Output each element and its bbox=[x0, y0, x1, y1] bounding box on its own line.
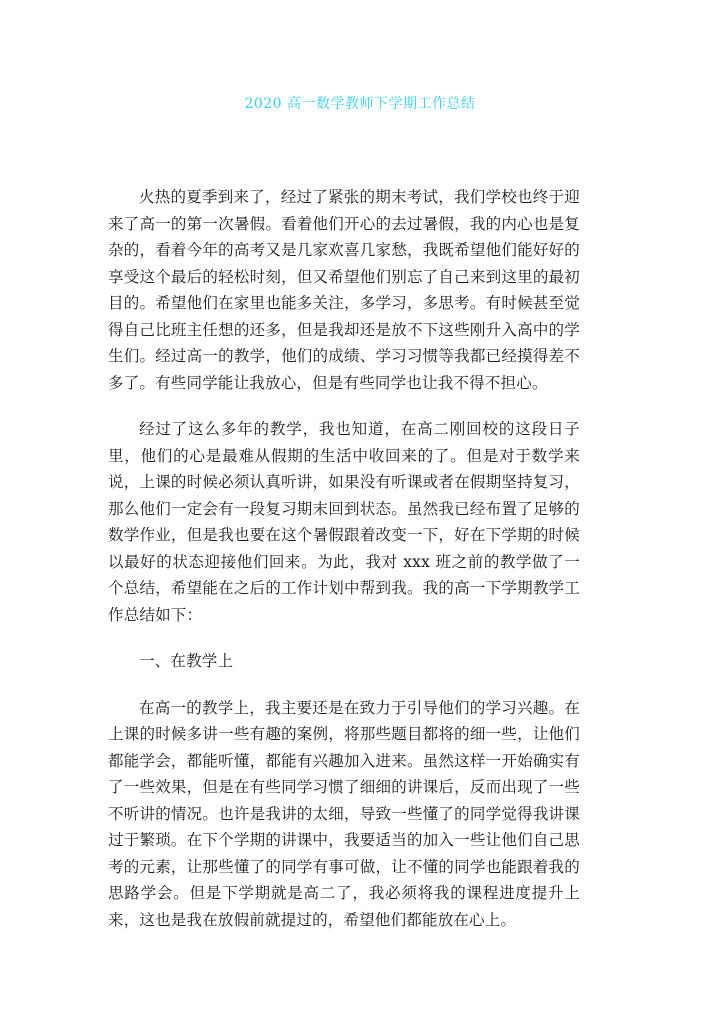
paragraph-1: 火热的夏季到来了，经过了紧张的期末考试，我们学校也终于迎来了高一的第一次暑假。看着他们开心的去过暑假，我的内心也是复杂的，看着今年的高考又是几家欢喜几家愁，我既希望他们能好好的享受这个最后的轻松时刻，但又希望他们别忘了自己来到这里的最初目的。希望他们在家里也能多关注，多学习，多思考。有时候甚至觉得自己比班主任想的还多，但是我却还是放不下这些刚升入高中的学生们。经过高一的教学，他们的成绩、学习习惯等我都已经摸得差不多了。有些同学能让我放心，但是有些同学也让我不得不担心。 bbox=[108, 188, 580, 392]
paragraph-3: 在高一的教学上，我主要还是在致力于引导他们的学习兴趣。在上课的时候多讲一些有趣的案例，将那些题目都将的细一些，让他们都能学会，都能听懂，都能有兴趣加入进来。虽然这样一开始确实有了一些效果，但是在有些同学习惯了细细的讲课后，反而出现了一些不听讲的情况。也许是我讲的太细，导致一些懂了的同学觉得我讲课过于繁琐。在下个学期的讲课中，我要适当的加入一些让他们自己思考的元素，让那些懂了的同学有事可做，让不懂的同学也能跟着我的思路学会。但是下学期就是高二了，我必须将我的课程进度提升上来，这也是我在放假前就提过的，希望他们都能放在心上。 bbox=[108, 698, 580, 929]
document-title: 2020 高一数学教师下学期工作总结 bbox=[244, 96, 476, 112]
section-heading: 一、在教学上 bbox=[139, 652, 234, 670]
paragraph-2: 经过了这么多年的教学，我也知道，在高二刚回校的这段日子里，他们的心是最难从假期的生活中收回来的了。但是对于数学来说，上课的时候必须认真听讲，如果没有听课或者在假期坚持复习，那么他们一定会有一段复习期末回到状态。虽然我已经布置了足够的数学作业，但是我也要在这个暑假跟着改变一下，好在下学期的时候以最好的状态迎接他们回来。为此，我对 xxx 班之前的教学做了一个总结，希望能在之后的工作计划中帮到我。我的高一下学期教学工作总结如下： bbox=[108, 420, 580, 624]
document-body bbox=[108, 184, 580, 953]
